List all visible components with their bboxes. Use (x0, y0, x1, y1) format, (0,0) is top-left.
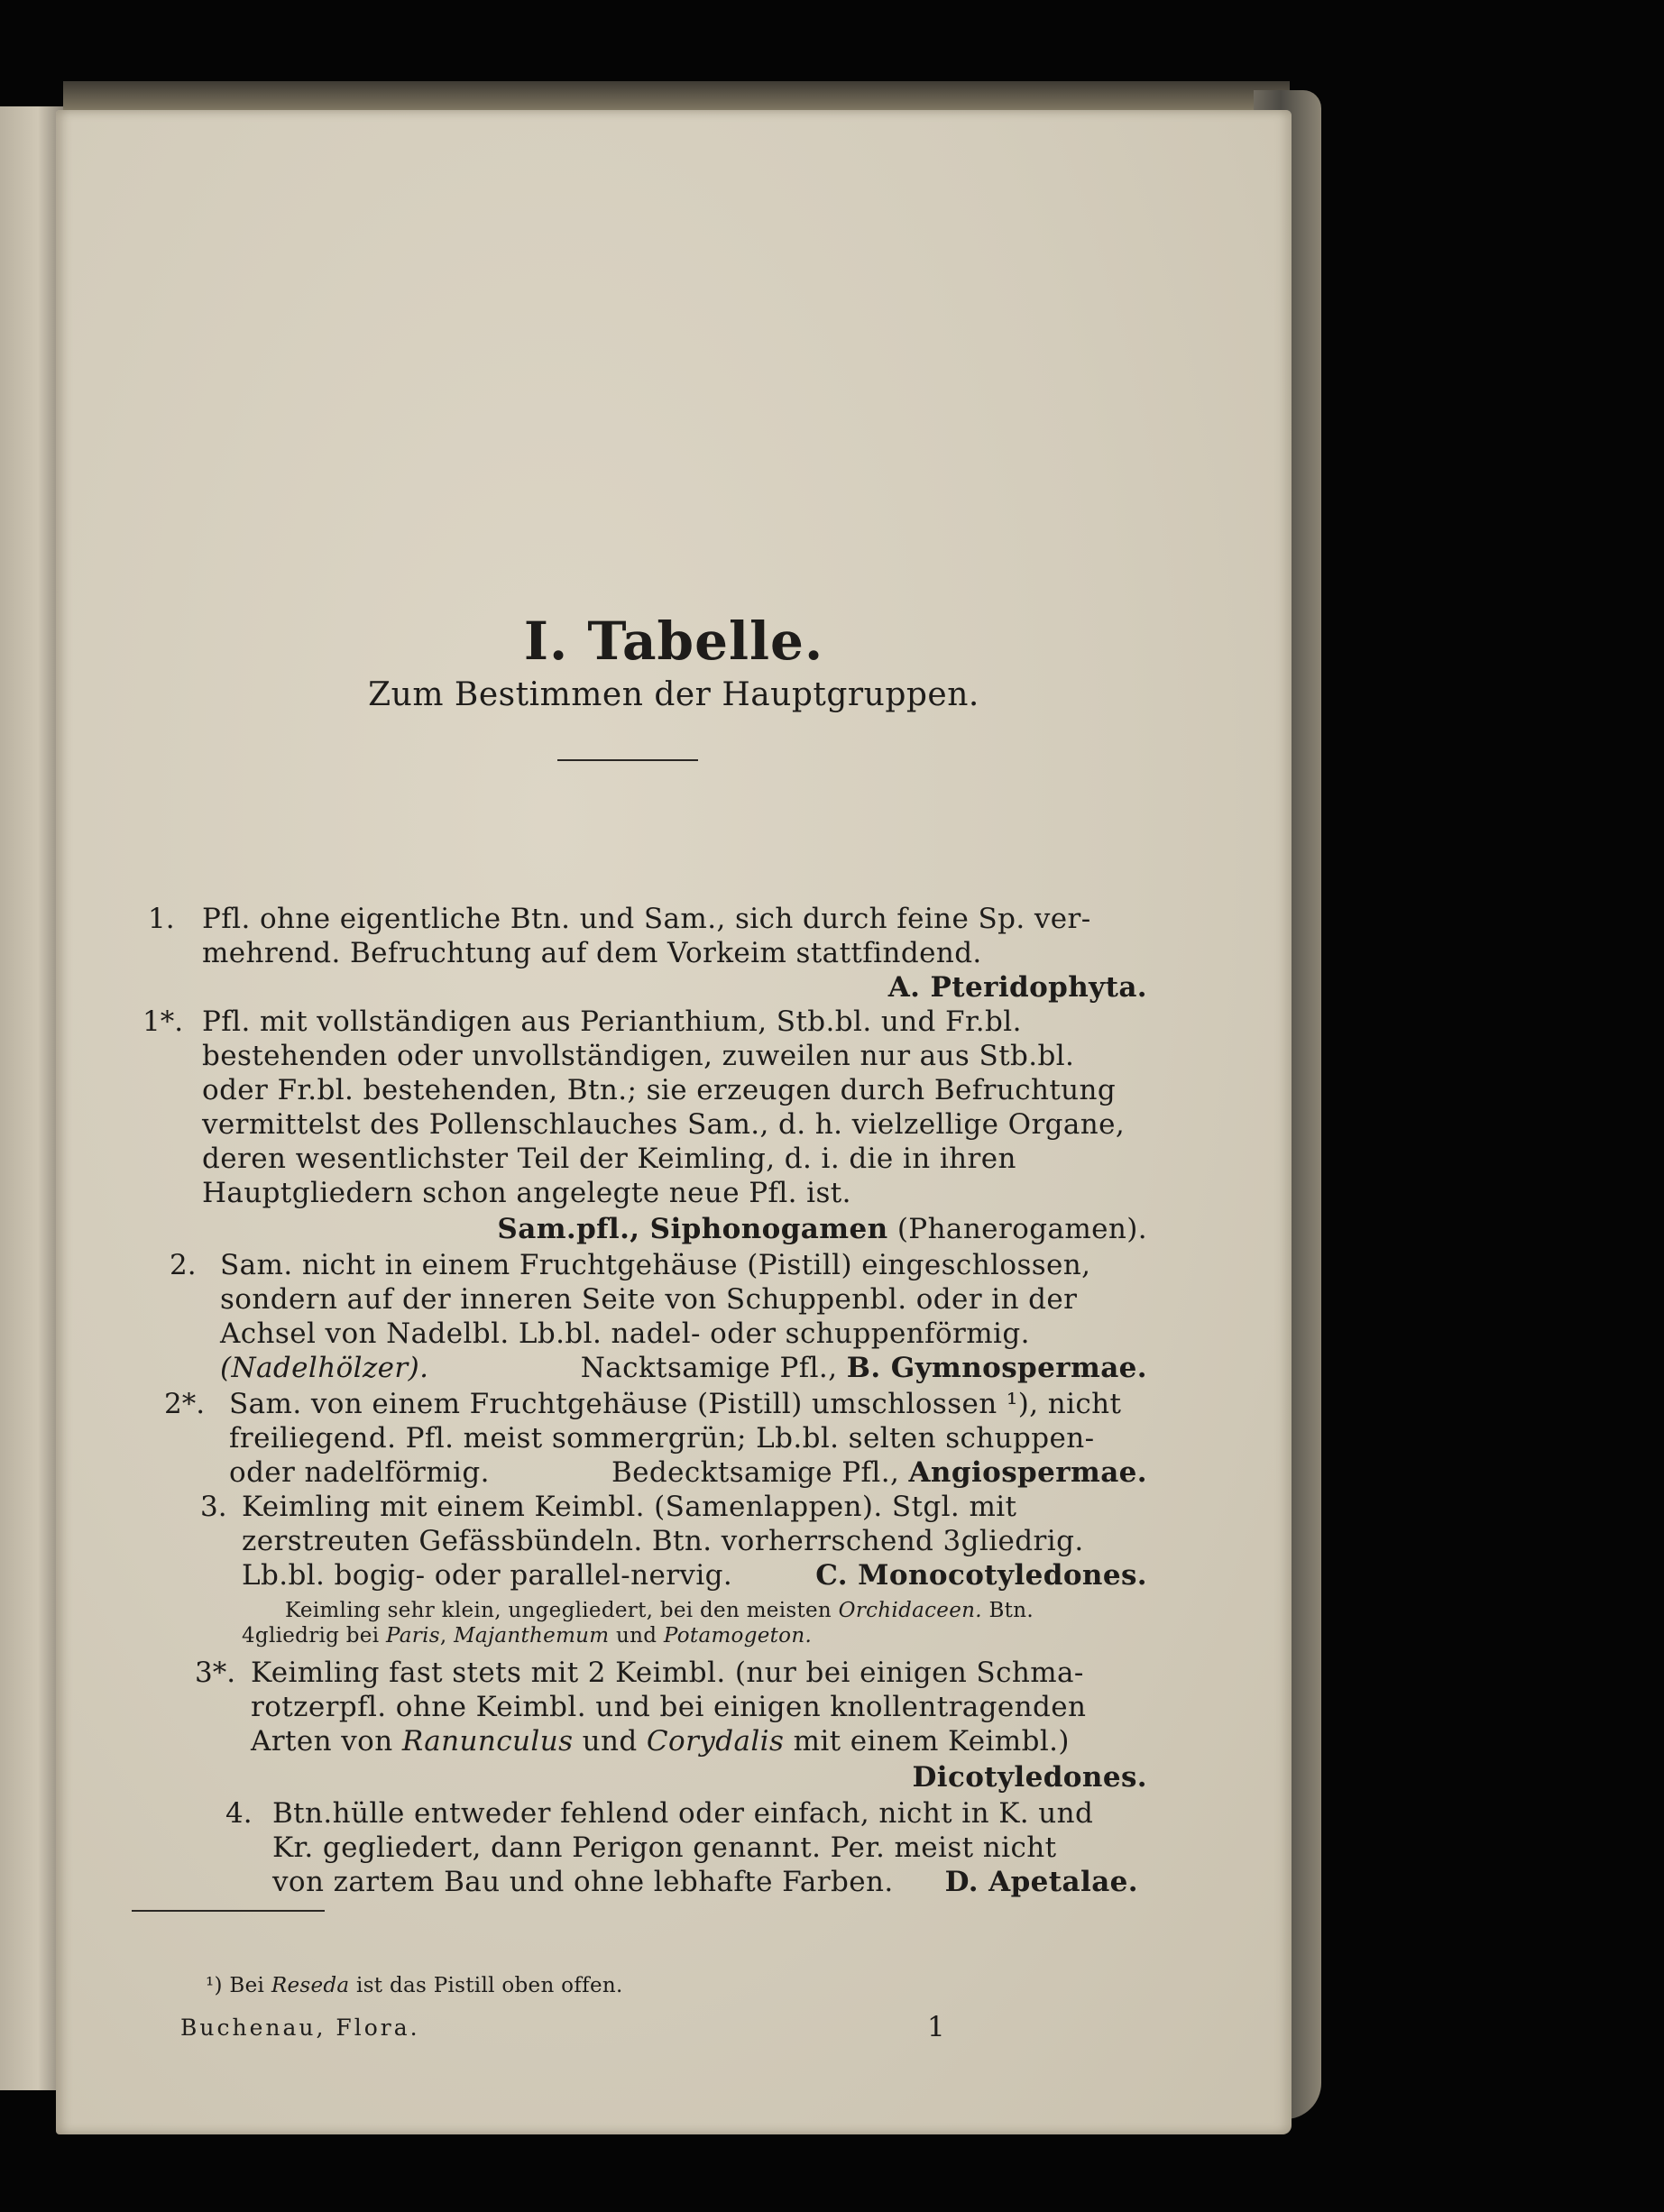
entry-line: Pfl. mit vollständigen aus Perianthium, Stb.bl. und Fr.bl. (202, 1005, 1022, 1038)
note-italic: Paris (386, 1624, 440, 1648)
footnote-divider (132, 1910, 325, 1912)
note-text: 4gliedrig bei (242, 1624, 380, 1648)
entry-line: Sam. nicht in einem Fruchtgehäuse (Pistill) eingeschlossen, (220, 1249, 1091, 1281)
entry-line: Btn.hülle entweder fehlend oder einfach, nicht in K. und (272, 1797, 1094, 1830)
entry-line: rotzerpfl. ohne Keimbl. und bei einigen knollentragenden (251, 1691, 1087, 1723)
note-text: , (439, 1624, 447, 1648)
group-result-plain: (Phanerogamen). (887, 1213, 1147, 1245)
entry-number: 3*. (195, 1657, 236, 1689)
entry-line: sondern auf der inneren Seite von Schuppenbl. oder in der (220, 1283, 1078, 1316)
group-result: D. Apetalae. (944, 1866, 1138, 1898)
book-page (56, 110, 1292, 2134)
entry-note (285, 1598, 1034, 1623)
entry-line: zerstreuten Gefässbündeln. Btn. vorherrschend 3gliedrig. (242, 1525, 1084, 1557)
entry-line: Achsel von Nadelbl. Lb.bl. nadel- oder schuppenförmig. (220, 1317, 1030, 1350)
entry-line: Keimling mit einem Keimbl. (Samenlappen). Stgl. mit (242, 1491, 1017, 1523)
footnote-text: Bei (229, 1974, 265, 1997)
entry-line: vermittelst des Pollenschlauches Sam., d. h. vielzellige Organe, (202, 1108, 1126, 1141)
entry-number: 1*. (142, 1005, 184, 1038)
entry-line: deren wesentlichster Teil der Keimling, d. i. die in ihren (202, 1143, 1016, 1175)
note-italic: Orchidaceen. (838, 1599, 982, 1622)
line-text: und (582, 1725, 638, 1758)
italic-note: (Nadelhölzer). (220, 1352, 429, 1384)
line-italic: Corydalis (646, 1725, 785, 1758)
entry-number: 4. (225, 1797, 253, 1830)
line-italic: Ranunculus (401, 1725, 574, 1758)
group-result: A. Pteridophyta. (887, 971, 1147, 1004)
footnote (206, 1973, 623, 1998)
footnote-text: ist das Pistill oben offen. (356, 1974, 623, 1997)
group-result (417, 1351, 1147, 1385)
note-text: und (616, 1624, 657, 1648)
entry-line: Kr. gegliedert, dann Perigon genannt. Per. meist nicht (272, 1831, 1057, 1864)
line-text: mit einem Keimbl.) (793, 1725, 1070, 1758)
entry-line: oder Fr.bl. bestehenden, Btn.; sie erzeugen durch Befruchtung (202, 1074, 1117, 1106)
entry-line (251, 1724, 1070, 1758)
group-result: Dicotyledones. (912, 1761, 1147, 1794)
group-result (507, 1455, 1147, 1490)
page-title: I. Tabelle. (523, 610, 824, 672)
footnote-mark: ¹) (206, 1974, 223, 1997)
note-italic: Majanthemum (454, 1624, 610, 1648)
entry-number: 2. (170, 1249, 197, 1281)
footer-author: Buchenau, Flora. (180, 2015, 420, 2041)
entry-line: bestehenden oder unvollständigen, zuweilen nur aus Stb.bl. (202, 1040, 1075, 1072)
entry-line: Hauptgliedern schon angelegte neue Pfl. ist. (202, 1177, 851, 1209)
result-name: Angiospermae. (908, 1456, 1147, 1489)
group-result: C. Monocotyledones. (815, 1559, 1147, 1592)
group-result-bold: Sam.pfl., Siphonogamen (497, 1213, 888, 1245)
entry-line: oder nadelförmig. (229, 1456, 490, 1489)
facing-page-edge (0, 106, 63, 2090)
entry-line: Sam. von einem Fruchtgehäuse (Pistill) umschlossen ¹), nicht (229, 1388, 1122, 1420)
entry-note (242, 1623, 812, 1648)
page-subtitle: Zum Bestimmen der Hauptgruppen. (368, 676, 979, 713)
entry-number: 3. (200, 1491, 227, 1523)
note-text: Btn. (988, 1599, 1034, 1622)
entry-line: freiliegend. Pfl. meist sommergrün; Lb.bl. selten schuppen- (229, 1422, 1095, 1455)
entry-line: mehrend. Befruchtung auf dem Vorkeim stattfindend. (202, 937, 982, 969)
note-text: Keimling sehr klein, ungegliedert, bei den meisten (285, 1599, 832, 1622)
entry-line: Pfl. ohne eigentliche Btn. und Sam., sich durch feine Sp. ver- (202, 903, 1091, 935)
entry-number: 1. (148, 903, 175, 935)
title-divider (557, 759, 698, 761)
entry-line: Keimling fast stets mit 2 Keimbl. (nur bei einigen Schma- (251, 1657, 1084, 1689)
result-prefix: Nacktsamige Pfl., (580, 1352, 838, 1384)
entry-number: 2*. (164, 1388, 206, 1420)
entry-line-final (220, 1351, 428, 1385)
entry-line: von zartem Bau und ohne lebhafte Farben. (272, 1866, 894, 1898)
line-text: Arten von (251, 1725, 393, 1758)
result-name: B. Gymnospermae. (846, 1352, 1147, 1384)
note-italic: Potamogeton. (663, 1624, 813, 1648)
footnote-italic: Reseda (271, 1974, 350, 1997)
group-result (417, 1212, 1147, 1246)
signature-mark: 1 (927, 2011, 945, 2043)
entry-line: Lb.bl. bogig- oder parallel-nervig. (242, 1559, 733, 1592)
result-prefix: Bedecktsamige Pfl., (611, 1456, 900, 1489)
